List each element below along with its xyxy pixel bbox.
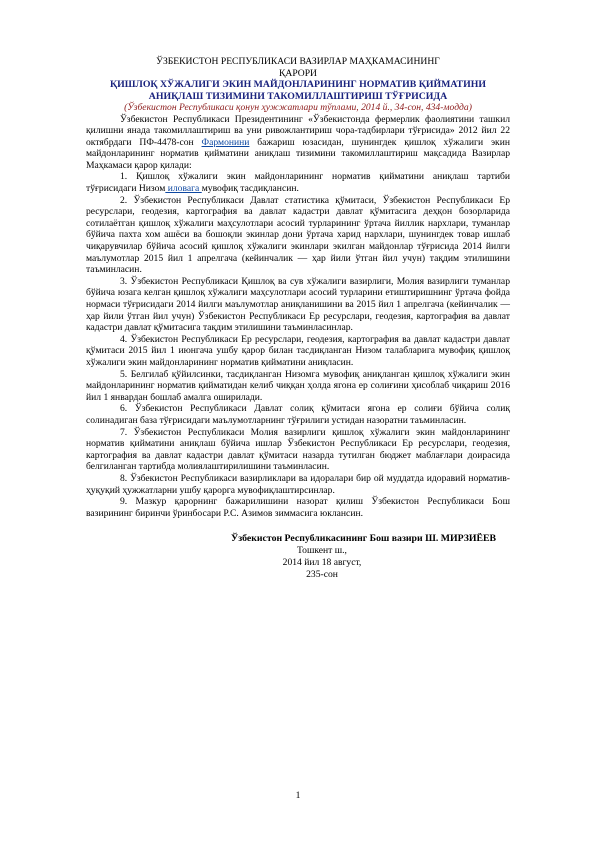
decree-link[interactable]: Фармонини — [201, 136, 250, 148]
document-title-line-2: АНИҚЛАШ ТИЗИМИНИ ТАКОМИЛЛАШТИРИШ ТЎҒРИСИДА — [148, 90, 448, 102]
document-type: ҚАРОРИ — [279, 67, 317, 79]
document-number: 235-сон — [306, 568, 338, 580]
item-8-paragraph: 8. Ўзбекистон Республикаси вазирликлари ва идоралари бир ой муддатда идоравий норматив-ҳуқуқий ҳужжатларни ушбу қарорга мувофиқлаштирсинлар. — [86, 472, 510, 496]
item-6-paragraph: 6. Ўзбекистон Республикаси Давлат солиқ қўмитаси ягона ер солиғи бўйича солиқ солинадиган база тўғрисидаги маълумотларнинг тўғрилиги устидан назоратни таъминласин. — [86, 403, 510, 426]
item-9-paragraph: 9. Мазкур қарорнинг бажарилишини назорат қилиш Ўзбекистон Республикаси Бош вазирининг биринчи ўринбосари Р.С. Азимов зиммасига юклансин. — [86, 496, 510, 519]
item-1-text-after: мувофиқ тасдиқлансин. — [201, 183, 299, 195]
item-1-text-before: 1. Қишлоқ хўжалиги экин майдонларининг норматив қийматини аниқлаш тартиби тўғрисидаги Низом — [86, 171, 510, 195]
issuing-body: ЎЗБЕКИСТОН РЕСПУБЛИКАСИ ВАЗИРЛАР МАҲКАМАСИНИНГ — [156, 56, 440, 67]
signing-date: 2014 йил 18 август, — [282, 557, 362, 569]
item-7-paragraph: 7. Ўзбекистон Республикаси Молия вазирлиги қишлоқ хўжалиги экин майдонларининг норматив қийматини аниқлаш бўйича ишлар Ўзбекистон Республикаси Ер ресурслари, геодезия, картография ва давлат кадастри давлат қўмитаси назарда тутилган бюджет маблағлари доирасида белгиланган тартибда молиялаштирилишини таъминласин. — [86, 426, 510, 473]
item-5-paragraph: 5. Белгилаб қўйилсинки, тасдиқланган Низомга мувофиқ аниқланган қишлоқ хўжалиги экин майдонларининг норматив қийматидан келиб чиққан ҳолда ягона ер солиғини ҳисоблаб чиқариш 2016 йил 1 январдан бошлаб амалга оширилади. — [86, 368, 510, 403]
item-4-paragraph: 4. Ўзбекистон Республикаси Ер ресурслари, геодезия, картография ва давлат кадастри давлат қўмитаси 2015 йил 1 июнгача ушбу қарор билан тасдиқланган Низом талабларига мувофиқ қишлоқ хўжалиги экин майдонларининг норматив қийматини аниқласин. — [86, 333, 510, 368]
signer-name: Ўзбекистон Республикасининг Бош вазири Ш. МИРЗИЁЕВ — [231, 533, 497, 545]
document-content — [86, 56, 510, 581]
preamble-text-after: бажариш юзасидан, шунингдек қишлоқ хўжалиги экин майдонларининг норматив қийматини аниқлаш тизимини такомиллаштириш мақсадида Вазирлар Маҳкамаси қарор қилади: — [86, 136, 510, 171]
appendix-link[interactable]: иловага — [165, 183, 202, 195]
preamble-text-before: Ўзбекистон Республикаси Президентининг «Ўзбекистонда фермерлик фаолиятини ташкил қилишни янада такомиллаштириш ва уни ривожлантириш чора-тадбирлари тўғрисида» 2012 йил 22 октябрдаги ПФ-4478-сон — [86, 113, 510, 148]
signing-city: Тошкент ш., — [297, 545, 347, 557]
publication-source: (Ўзбекистон Республикаси қонун ҳужжатлари тўплами, 2014 й., 34-сон, 434-модда) — [124, 102, 472, 113]
document-title-line-1: ҚИШЛОҚ ХЎЖАЛИГИ ЭКИН МАЙДОНЛАРИНИНГ НОРМАТИВ ҚИЙМАТИНИ — [110, 79, 486, 90]
item-2-paragraph: 2. Ўзбекистон Республикаси Давлат статистика қўмитаси, Ўзбекистон Республикаси Ер ресурслари, геодезия, картография ва давлат кадастри давлат қўмитасига деҳқон бозорларида сотилаётган қишлоқ хўжалиги маҳсулотлари асосий турларининг ўртача йиллик нархлари, туманлар бўйича пахта хом ашёси ва бошоқли экинлар дони ўртача харид нархлари, шунингдек товар ишлаб чиқарувчилар бўйича асосий қишлоқ хўжалиги экинлари экилган майдонлар тўғрисида 2014 йилги маълумотлар 2015 йил 1 апрелгача (кейинчалик — ҳар йили ўтган йил учун) тақдим этилишини таъминласин. — [86, 194, 510, 276]
item-1-paragraph — [86, 171, 510, 194]
preamble-paragraph — [86, 114, 510, 172]
item-3-paragraph: 3. Ўзбекистон Республикаси Қишлоқ ва сув хўжалиги вазирлиги, Молия вазирлиги туманлар бўйича юзага келган қишлоқ хўжалиги маҳсулотлари асосий турларини етиштиришнинг ўртача фойда нормаси тўғрисидаги 2014 йилги маълумотлар аниқланишини ва 2015 йил 1 апрелгача (кейинчалик — ҳар йили ўтган йил учун) Ўзбекистон Республикаси Ер ресурслари, геодезия, картография ва давлат кадастри давлат қўмитасига тақдим этилишини таъминласинлар. — [86, 275, 510, 334]
signature-block — [86, 533, 510, 580]
page-number: 1 — [295, 790, 301, 801]
